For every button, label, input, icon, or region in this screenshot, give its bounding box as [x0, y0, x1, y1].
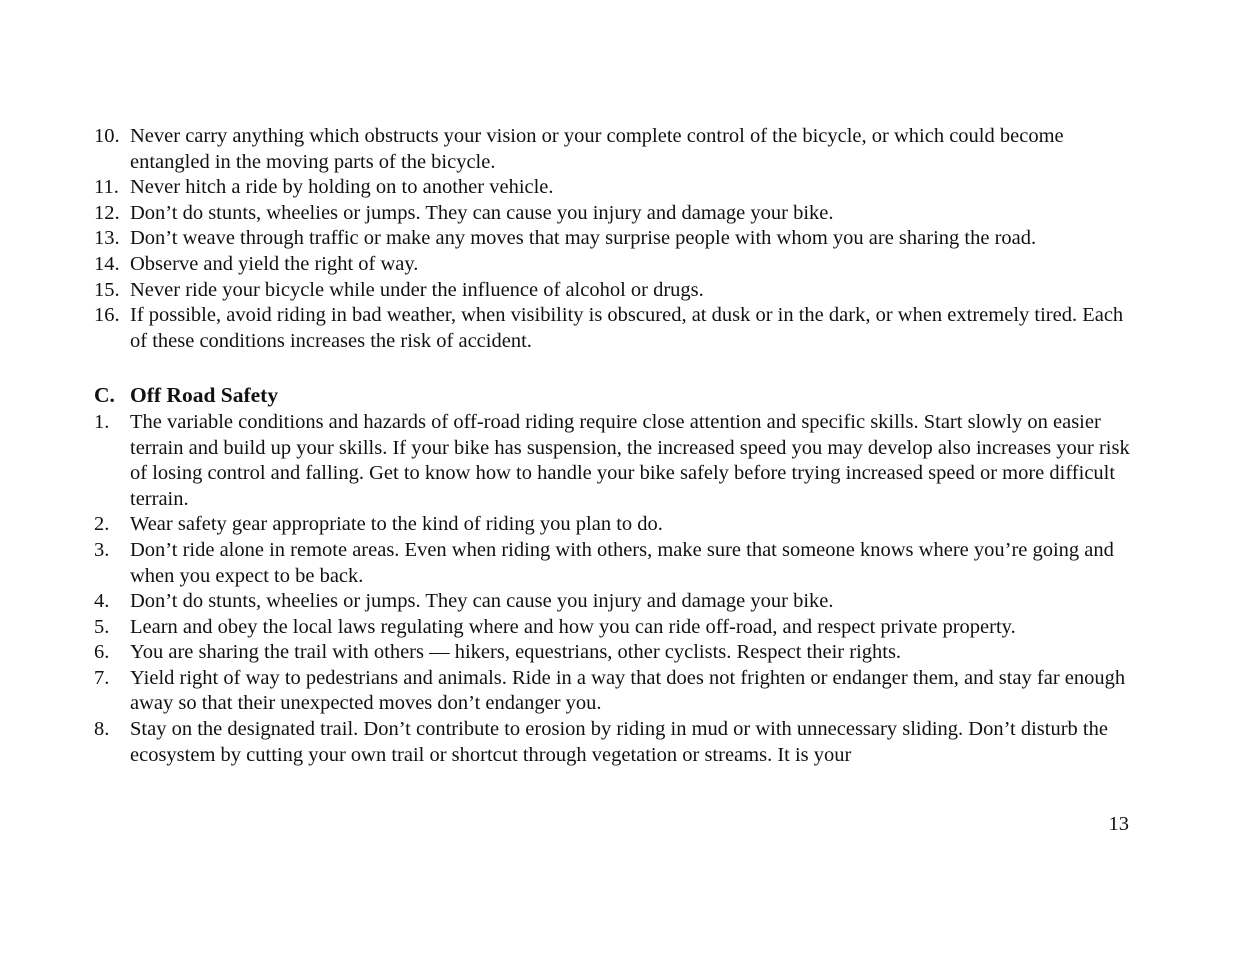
page-content [94, 124, 1134, 768]
list-item [94, 640, 1134, 666]
list-item [94, 303, 1134, 354]
list-item-number: 3. [94, 538, 110, 561]
list-item-text: Observe and yield the right of way. [130, 252, 419, 275]
list-item [94, 717, 1134, 768]
list-item [94, 124, 1134, 175]
list-item-number: 13. [94, 227, 120, 250]
list-item-number: 5. [94, 615, 110, 638]
list-item-text: Wear safety gear appropriate to the kind of riding you plan to do. [130, 513, 663, 536]
list-item [94, 512, 1134, 538]
off-road-safety-list [94, 410, 1134, 768]
list-item [94, 201, 1134, 227]
list-item-number: 11. [94, 176, 119, 199]
section-title: Off Road Safety [130, 383, 279, 408]
list-item [94, 252, 1134, 278]
list-item-text: Learn and obey the local laws regulating where and how you can ride off-road, and respect private property. [130, 615, 1016, 638]
list-item-text: Don’t do stunts, wheelies or jumps. They can cause you injury and damage your bike. [130, 201, 834, 224]
list-item-text: Don’t weave through traffic or make any moves that may surprise people with whom you are sharing the road. [130, 227, 1037, 250]
section-letter: C. [94, 383, 115, 408]
list-item-number: 16. [94, 304, 120, 327]
list-item-number: 6. [94, 641, 110, 664]
list-item-number: 2. [94, 513, 110, 536]
list-item-number: 12. [94, 201, 120, 224]
list-item [94, 175, 1134, 201]
list-item-text: Don’t ride alone in remote areas. Even when riding with others, make sure that someone knows where you’re going and when you expect to be back. [130, 538, 1114, 587]
list-item-text: The variable conditions and hazards of off-road riding require close attention and specific skills. Start slowly on easier terrain and build up your skills. If your bike has suspension, the increased speed you may develop also increases your risk of losing control and falling. Get to know how to handle your bike safely before trying increased speed or more difficult terrain. [130, 410, 1130, 510]
list-item-number: 14. [94, 252, 120, 275]
list-item-text: Don’t do stunts, wheelies or jumps. They can cause you injury and damage your bike. [130, 590, 834, 613]
list-item-text: You are sharing the trail with others — hikers, equestrians, other cyclists. Respect their rights. [130, 641, 902, 664]
list-item-text: If possible, avoid riding in bad weather, when visibility is obscured, at dusk or in the dark, or when extremely tired. Each of these conditions increases the risk of accident. [130, 304, 1124, 352]
list-item-number: 1. [94, 410, 110, 433]
list-item [94, 410, 1134, 512]
list-item-number: 7. [94, 666, 110, 689]
list-item-text: Never carry anything which obstructs your vision or your complete control of the bicycle, or which could become entangled in the moving parts of the bicycle. [130, 125, 1064, 173]
list-item-text: Never hitch a ride by holding on to another vehicle. [130, 176, 554, 199]
page-number: 13 [1108, 813, 1129, 835]
list-item-text: Stay on the designated trail. Don’t contribute to erosion by riding in mud or with unnecessary sliding. Don’t disturb the ecosystem by cutting your own trail or shortcut through vegetation or streams. It is your [130, 718, 1108, 766]
list-item-number: 15. [94, 278, 120, 301]
list-item-number: 8. [94, 718, 110, 741]
section-heading-off-road-safety [94, 383, 1134, 409]
safety-list-continued [94, 124, 1134, 354]
list-item-number: 10. [94, 125, 120, 147]
list-item [94, 278, 1134, 304]
list-item [94, 589, 1134, 615]
list-item [94, 538, 1134, 589]
list-item-text: Yield right of way to pedestrians and animals. Ride in a way that does not frighten or endanger them, and stay far enough away so that their unexpected moves don’t endanger you. [130, 666, 1126, 715]
list-item-number: 4. [94, 590, 110, 613]
list-item-text: Never ride your bicycle while under the influence of alcohol or drugs. [130, 278, 704, 301]
list-item [94, 615, 1134, 641]
list-item [94, 226, 1134, 252]
list-item [94, 666, 1134, 717]
